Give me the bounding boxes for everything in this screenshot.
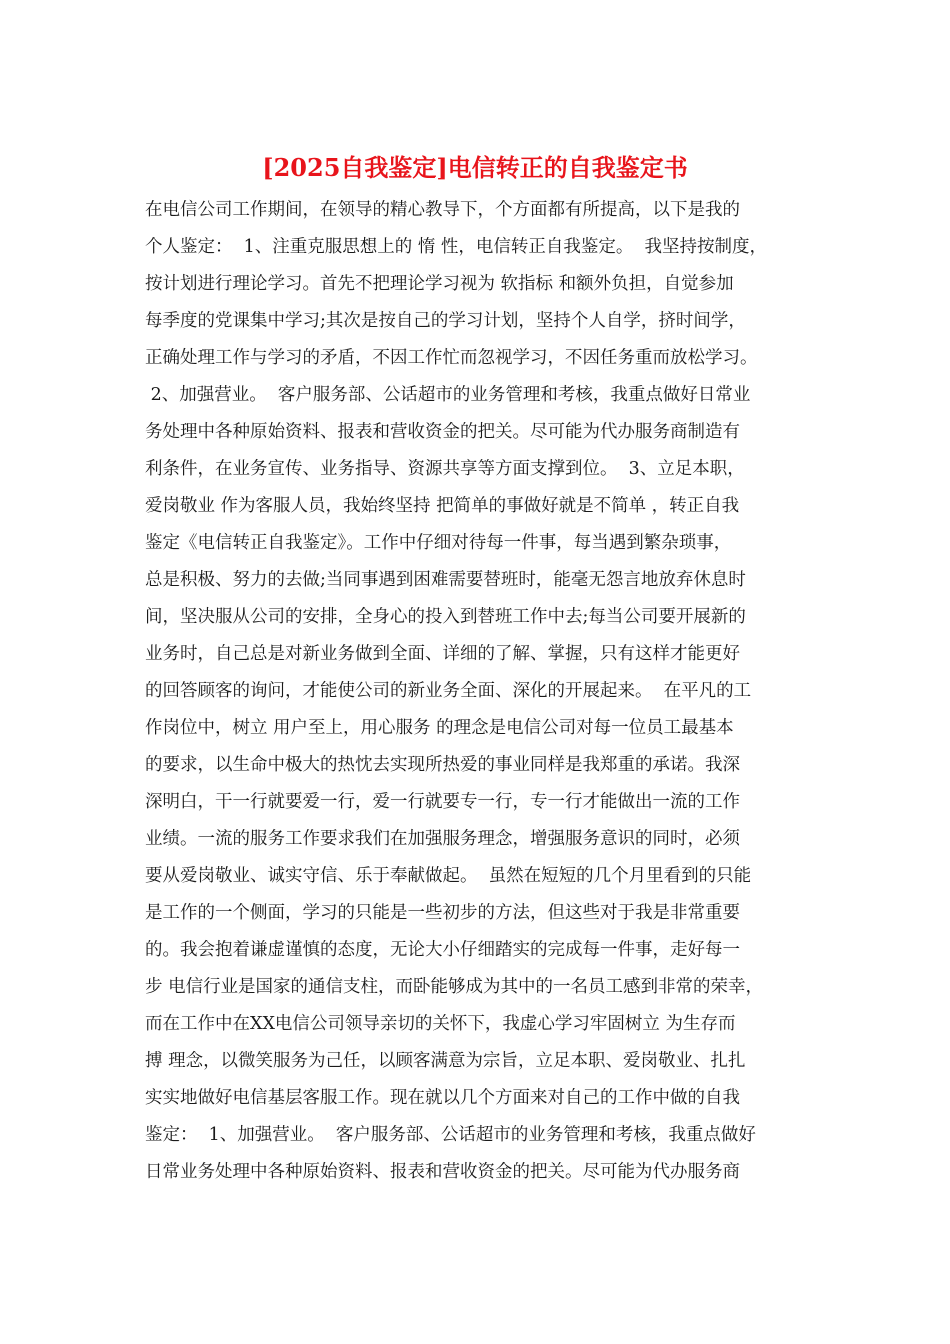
body-line: 的回答顾客的询问，才能使公司的新业务全面、深化的开展起来。 在平凡的工 — [145, 681, 752, 701]
body-line: 步 电信行业是国家的通信支柱，而卧能够成为其中的一名员工感到非常的荣幸， — [145, 977, 764, 997]
body-line: 在电信公司工作期间，在领导的精心教导下，个方面都有所提高，以下是我的 — [145, 200, 740, 220]
body-line: 鉴定《电信转正自我鉴定》。工作中仔细对待每一件事，每当遇到繁杂琐事， — [145, 533, 732, 553]
body-line: 总是积极、努力的去做;当同事遇到困难需要替班时，能毫无怨言地放弃休息时 — [145, 570, 746, 590]
body-line: 2、加强营业。 客户服务部、公话超市的业务管理和考核，我重点做好日常业 — [145, 385, 751, 405]
body-line: 实实地做好电信基层客服工作。现在就以几个方面来对自己的工作中做的自我 — [145, 1088, 740, 1108]
body-line: 是工作的一个侧面，学习的只能是一些初步的方法，但这些对于我是非常重要 — [145, 903, 740, 923]
body-line: 要从爱岗敬业、诚实守信、乐于奉献做起。 虽然在短短的几个月里看到的只能 — [145, 866, 752, 886]
document-body — [145, 192, 815, 1191]
body-line: 深明白，干一行就要爱一行，爱一行就要专一行，专一行才能做出一流的工作 — [145, 792, 740, 812]
body-line: 间，坚决服从公司的安排，全身心的投入到替班工作中去;每当公司要开展新的 — [145, 607, 746, 627]
body-line: 利条件，在业务宣传、业务指导、资源共享等方面支撑到位。 3、立足本职， — [145, 459, 745, 479]
body-line: 日常业务处理中各种原始资料、报表和营收资金的把关。尽可能为代办服务商 — [145, 1162, 740, 1182]
document-title: [2025自我鉴定]电信转正的自我鉴定书 — [262, 153, 688, 182]
body-line: 每季度的党课集中学习;其次是按自己的学习计划，坚持个人自学，挤时间学， — [145, 311, 746, 331]
body-line: 业务时，自己总是对新业务做到全面、详细的了解、掌握，只有这样才能更好 — [145, 644, 740, 664]
body-line: 业绩。一流的服务工作要求我们在加强服务理念，增强服务意识的同时，必须 — [145, 829, 740, 849]
body-line: 而在工作中在XX电信公司领导亲切的关怀下，我虚心学习牢固树立 为生存而 — [145, 1014, 736, 1034]
body-line: 作岗位中，树立 用户至上，用心服务 的理念是电信公司对每一位员工最基本 — [145, 718, 734, 738]
body-line: 按计划进行理论学习。首先不把理论学习视为 软指标 和额外负担，自觉参加 — [145, 274, 734, 294]
body-line: 的。我会抱着谦虚谨慎的态度，无论大小仔细踏实的完成每一件事，走好每一 — [145, 940, 740, 960]
body-line: 务处理中各种原始资料、报表和营收资金的把关。尽可能为代办服务商制造有 — [145, 422, 740, 442]
body-line: 鉴定： 1、加强营业。 客户服务部、公话超市的业务管理和考核，我重点做好 — [145, 1125, 756, 1145]
body-line: 的要求，以生命中极大的热忱去实现所热爱的事业同样是我郑重的承诺。我深 — [145, 755, 740, 775]
body-line: 搏 理念，以微笑服务为己任，以顾客满意为宗旨，立足本职、爱岗敬业、扎扎 — [145, 1051, 746, 1071]
body-line: 爱岗敬业 作为客服人员，我始终坚持 把简单的事做好就是不简单 ，转正自我 — [145, 496, 740, 516]
body-line: 正确处理工作与学习的矛盾，不因工作忙而忽视学习，不因任务重而放松学习。 — [145, 348, 758, 368]
body-line: 个人鉴定： 1、注重克服思想上的 惰 性，电信转正自我鉴定。 我坚持按制度， — [145, 237, 768, 257]
